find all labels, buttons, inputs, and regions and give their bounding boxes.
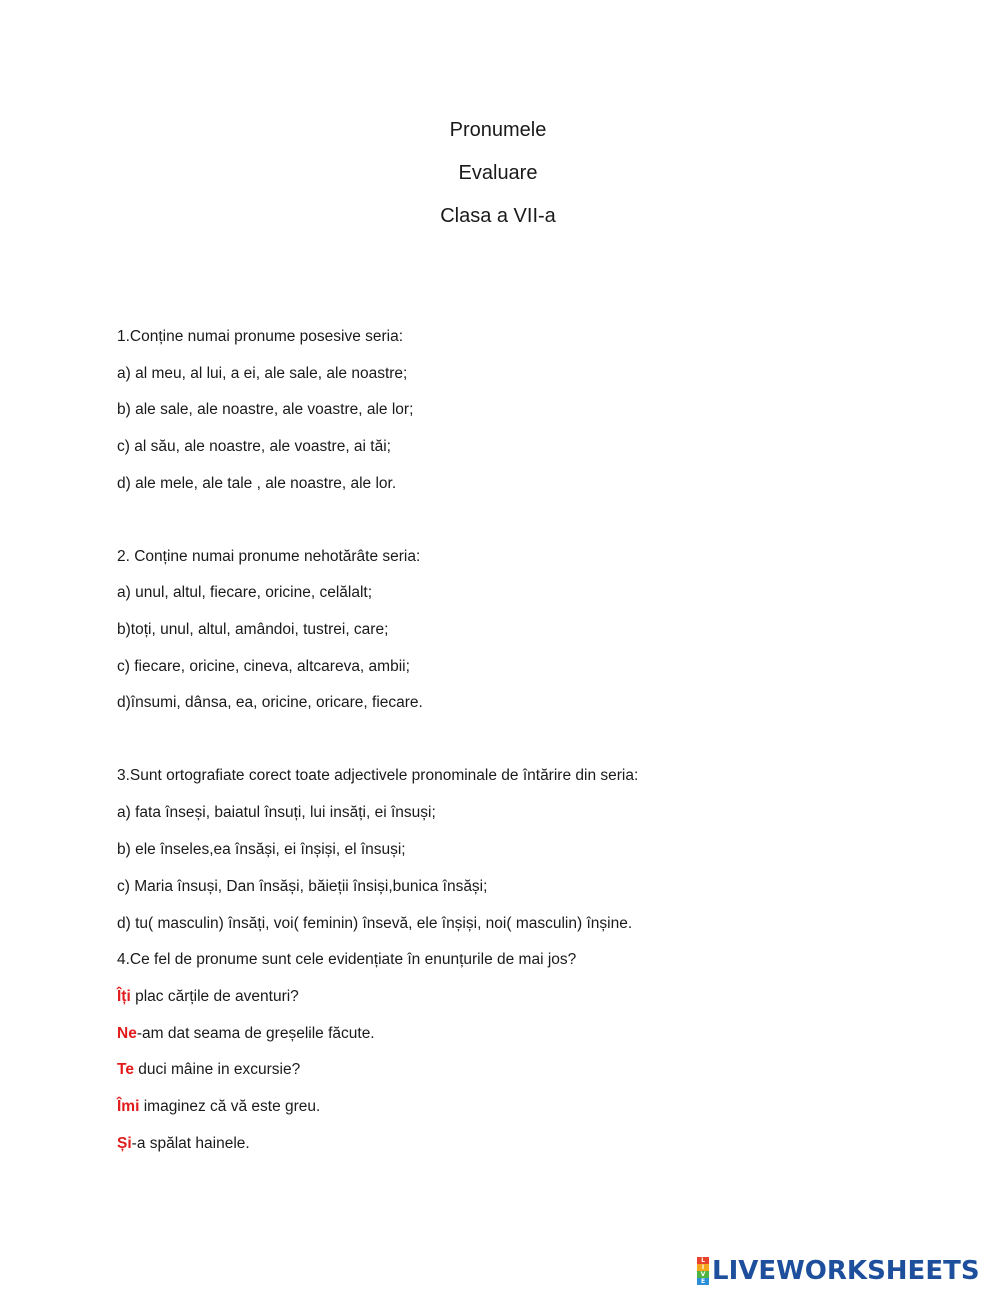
logo-blocks-icon	[697, 1257, 709, 1285]
question-4-prompt: 4.Ce fel de pronume sunt cele evidențiate în enunțurile de mai jos?	[117, 951, 577, 968]
question-2-option-a: a) unul, altul, fiecare, oricine, celălalt;	[117, 584, 373, 601]
question-1-option-c: c) al său, ale noastre, ale voastre, ai tăi;	[117, 438, 391, 455]
question-1-option-b: b) ale sale, ale noastre, ale voastre, ale lor;	[117, 401, 414, 418]
worksheet-subtitle: Evaluare	[458, 162, 538, 184]
logo-block: E	[697, 1278, 709, 1285]
sentence-text: duci mâine in excursie?	[133, 1061, 301, 1078]
worksheet-grade: Clasa a VII-a	[440, 205, 556, 227]
sentence-text: -am dat seama de greșelile făcute.	[136, 1025, 375, 1042]
question-2-option-c: c) fiecare, oricine, cineva, altcareva, ambii;	[117, 658, 410, 675]
question-3-option-c: c) Maria însuși, Dan însăși, băieții însiși,bunica însăși;	[117, 878, 488, 895]
logo-block: L	[697, 1257, 709, 1264]
question-4-sentence-1	[117, 988, 299, 1006]
highlighted-pronoun: Îți	[117, 988, 131, 1005]
question-1-prompt: 1.Conține numai pronume posesive seria:	[117, 328, 404, 345]
sentence-text: -a spălat hainele.	[131, 1135, 250, 1152]
highlighted-pronoun: Și	[117, 1135, 132, 1152]
question-2-option-d: d)însumi, dânsa, ea, oricine, oricare, fiecare.	[117, 694, 423, 711]
logo-block: I	[697, 1264, 709, 1271]
highlighted-pronoun: Te	[117, 1061, 134, 1078]
question-1-option-a: a) al meu, al lui, a ei, ale sale, ale noastre;	[117, 365, 408, 382]
question-4-sentence-3	[117, 1061, 300, 1079]
worksheet-title: Pronumele	[449, 119, 547, 141]
highlighted-pronoun: Îmi	[117, 1098, 140, 1115]
question-2-option-b: b)toți, unul, altul, amândoi, tustrei, care;	[117, 621, 389, 638]
question-3-option-b: b) ele înseles,ea însăși, ei înșiși, el însuși;	[117, 841, 406, 858]
liveworksheets-logo	[697, 1256, 980, 1286]
question-4-sentence-5	[117, 1135, 250, 1153]
question-1-option-d: d) ale mele, ale tale , ale noastre, ale lor.	[117, 475, 397, 492]
question-3-option-a: a) fata înseși, baiatul însuți, lui insăți, ei însuși;	[117, 804, 436, 821]
logo-text: LIVEWORKSHEETS	[712, 1256, 980, 1286]
sentence-text: plac cărțile de aventuri?	[130, 988, 299, 1005]
sentence-text: imaginez că vă este greu.	[139, 1098, 321, 1115]
logo-block: V	[697, 1271, 709, 1278]
question-4-sentence-2	[117, 1025, 375, 1043]
question-3-option-d: d) tu( masculin) însăți, voi( feminin) însevă, ele înșiși, noi( masculin) înșine.	[117, 915, 633, 932]
question-4-sentence-4	[117, 1098, 320, 1116]
question-3-prompt: 3.Sunt ortografiate corect toate adjectivele pronominale de întărire din seria:	[117, 767, 639, 784]
highlighted-pronoun: Ne	[117, 1025, 137, 1042]
question-2-prompt: 2. Conține numai pronume nehotărâte seria:	[117, 548, 421, 565]
